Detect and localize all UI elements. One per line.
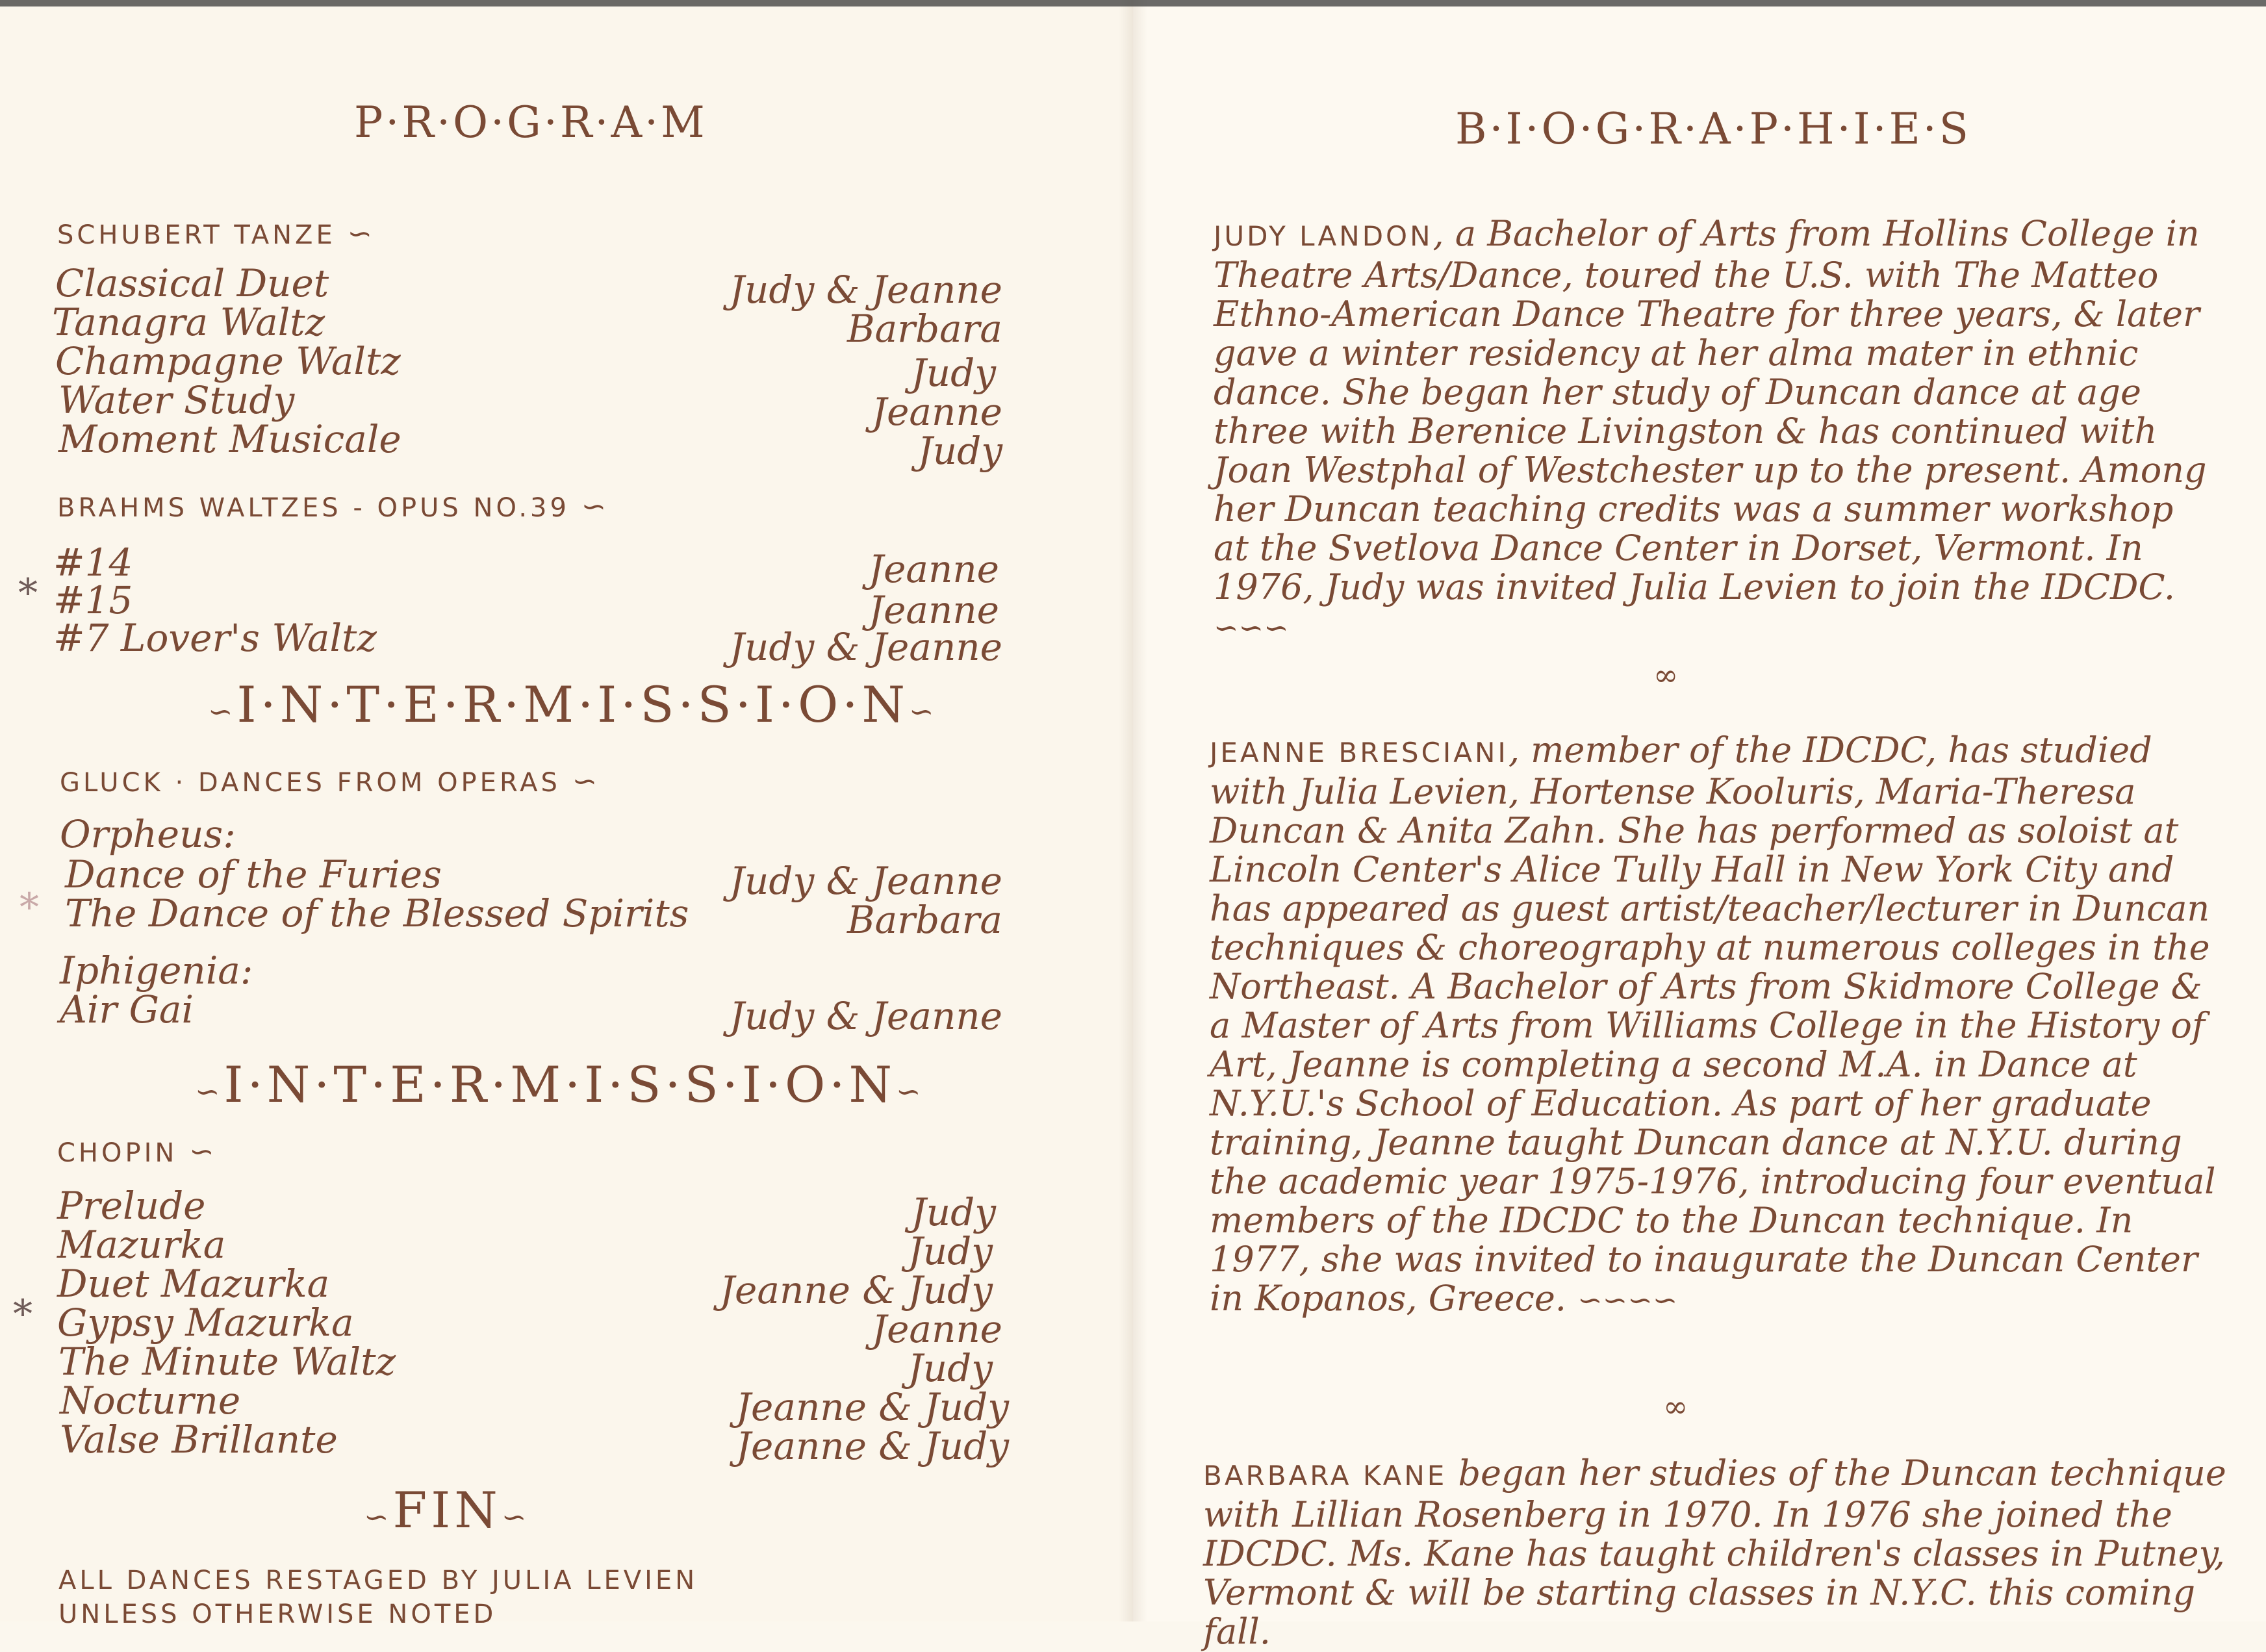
performer: Jeanne — [868, 588, 999, 632]
program-item: Nocturne — [60, 1379, 241, 1423]
program-item: #7 Lover's Waltz — [53, 616, 377, 660]
performer: Judy & Jeanne — [729, 268, 1002, 312]
asterisk-mark-icon: * — [18, 570, 38, 616]
asterisk-mark-icon: * — [13, 1291, 32, 1337]
intermission-1: ∽I·N·T·E·R·M·I·S·S·I·O·N∽ — [208, 676, 938, 733]
program-item: #14 — [53, 540, 133, 585]
performer: Judy & Jeanne — [729, 859, 1002, 903]
asterisk-mark-icon: * — [19, 885, 39, 930]
performer: Barbara — [847, 307, 1002, 351]
page-fold — [1119, 0, 1147, 1621]
program-item: Iphigenia: — [60, 948, 253, 993]
bio-text: , a Bachelor of Arts from Hollins College in Theatre Arts/Dance, toured the U.S. with The Matteo Ethno-American Dance Theatre for three years, & later gave a winter residency at her alma mater in ethnic dance. She began her study of Duncan dance at age three with Berenice Livingston & has continued with Joan Westphal of Westchester up to the present. Among her Duncan teaching credits was a summer workshop at the Svetlova Dance Center in Dorset, Vermont. In 1976, Judy was invited Julia Levien to join the IDCDC. — [1214, 213, 2207, 607]
section-heading-chopin: CHOPIN ∽ — [57, 1134, 218, 1169]
performer: Judy — [908, 1346, 993, 1390]
program-item: Gypsy Mazurka — [57, 1301, 354, 1345]
program-item: The Dance of the Blessed Spirits — [65, 891, 689, 935]
performer: Judy & Jeanne — [729, 994, 1002, 1038]
program-item: Champagne Waltz — [55, 339, 401, 383]
bio-judy-landon: JUDY LANDON, a Bachelor of Arts from Hollins College in Theatre Arts/Dance, toured the U.S. with The Matteo Ethno-American Dance Theatre for three years, & later gave a winter residency at her alma mater in ethnic dance. She began her study of Duncan dance at age three with Berenice Livingston & has continued with Joan Westphal of Westchester up to the present. Among her Duncan teaching credits was a summer workshop at the Svetlova Dance Center in Dorset, Vermont. In 1976, Judy was invited Julia Levien to join the IDCDC. ∽∽∽ — [1214, 213, 2207, 645]
performer: Judy — [911, 351, 996, 395]
performer: Jeanne & Judy — [735, 1385, 1009, 1429]
bio-text: began her studies of the Duncan technique with Lillian Rosenberg in 1970. In 1976 she joined the IDCDC. Ms. Kane has taught children's classes in Putney, Vermont & will be starting classes in N.Y.C. this coming fall. — [1203, 1453, 2226, 1652]
program-item: Air Gai — [60, 987, 194, 1032]
program-item: Dance of the Furies — [65, 852, 442, 896]
performer: Jeanne — [868, 547, 999, 591]
intermission-2: ∽I·N·T·E·R·M·I·S·S·I·O·N∽ — [195, 1056, 925, 1113]
bio-barbara-kane — [1203, 1454, 2226, 1651]
bio-jeanne-bresciani: JEANNE BRESCIANI, member of the IDCDC, has studied with Julia Levien, Hortense Kooluris, Maria-Theresa Duncan & Anita Zahn. She has performed as soloist at Lincoln Center's Alice Tully Hall in New York City and has appeared as guest artist/teacher/lecturer in Duncan techniques & choreography at numerous colleges in the Northeast. A Bachelor of Arts from Skidmore College & a Master of Arts from Williams College in the History of Art, Jeanne is completing a second M.A. in Dance at N.Y.U.'s School of Education. As part of her graduate training, Jeanne taught Duncan dance at N.Y.U. during the academic year 1975-1976, introducing four eventual members of the IDCDC to the Duncan technique. In 1977, she was invited to inaugurate the Duncan Center in Kopanos, Greece. ∽∽∽∽ — [1210, 730, 2216, 1319]
section-heading-brahms: BRAHMS WALTZES - OPUS NO.39 ∽ — [57, 489, 610, 524]
program-item: The Minute Waltz — [58, 1340, 396, 1384]
performer: Jeanne & Judy — [735, 1424, 1009, 1468]
program-item: Prelude — [57, 1184, 206, 1228]
section-heading-gluck: GLUCK · DANCES FROM OPERAS ∽ — [60, 763, 601, 798]
performer: Judy — [911, 1190, 996, 1234]
program-item: Water Study — [58, 378, 295, 422]
section-heading-schubert: SCHUBERT TANZE ∽ — [57, 216, 376, 251]
performer: Barbara — [847, 898, 1002, 942]
program-item: Moment Musicale — [58, 417, 401, 461]
performer: Jeanne — [871, 390, 1002, 434]
performer: Jeanne — [871, 1307, 1002, 1351]
biographies-title: B·I·O·G·R·A·P·H·I·E·S — [1455, 104, 1971, 154]
program-item: #15 — [53, 578, 133, 622]
performer: Jeanne & Judy — [719, 1268, 993, 1312]
divider-ornament: ∞ — [1653, 657, 1679, 693]
program-title: P·R·O·G·R·A·M — [354, 97, 707, 147]
program-item: Orpheus: — [60, 812, 236, 856]
performer: Judy & Jeanne — [729, 625, 1002, 669]
program-item: Valse Brillante — [60, 1417, 338, 1462]
program-item: Tanagra Waltz — [52, 300, 325, 344]
divider-ornament: ∞ — [1663, 1389, 1688, 1424]
footer-note: ALL DANCES RESTAGED BY JULIA LEVIEN — [58, 1566, 698, 1595]
program-item: Mazurka — [57, 1223, 226, 1267]
fin: ∽FIN∽ — [364, 1481, 531, 1539]
bio-text: , member of the IDCDC, has studied with Julia Levien, Hortense Kooluris, Maria-Theresa Duncan & Anita Zahn. She has performed as soloist at Lincoln Center's Alice Tully Hall in New York City and has appeared as guest artist/teacher/lecturer in Duncan techniques & choreography at numerous colleges in the Northeast. A Bachelor of Arts from Skidmore College & a Master of Arts from Williams College in the History of Art, Jeanne is completing a second M.A. in Dance at N.Y.U.'s School of Education. As part of her graduate training, Jeanne taught Duncan dance at N.Y.U. during the academic year 1975-1976, introducing four eventual members of the IDCDC to the Duncan technique. In 1977, she was invited to inaugurate the Duncan Center in Kopanos, Greece. — [1210, 730, 2216, 1319]
performer: Judy — [917, 429, 1002, 473]
performer: Judy — [908, 1229, 993, 1273]
program-item: Duet Mazurka — [57, 1262, 330, 1306]
bio-name: JEANNE BRESCIANI — [1210, 737, 1509, 769]
scan-edge — [0, 0, 2266, 6]
bio-name: BARBARA KANE — [1203, 1460, 1447, 1492]
bio-name: JUDY LANDON — [1214, 220, 1433, 252]
program-item: Classical Duet — [55, 261, 329, 305]
footer-note: UNLESS OTHERWISE NOTED — [58, 1599, 497, 1629]
